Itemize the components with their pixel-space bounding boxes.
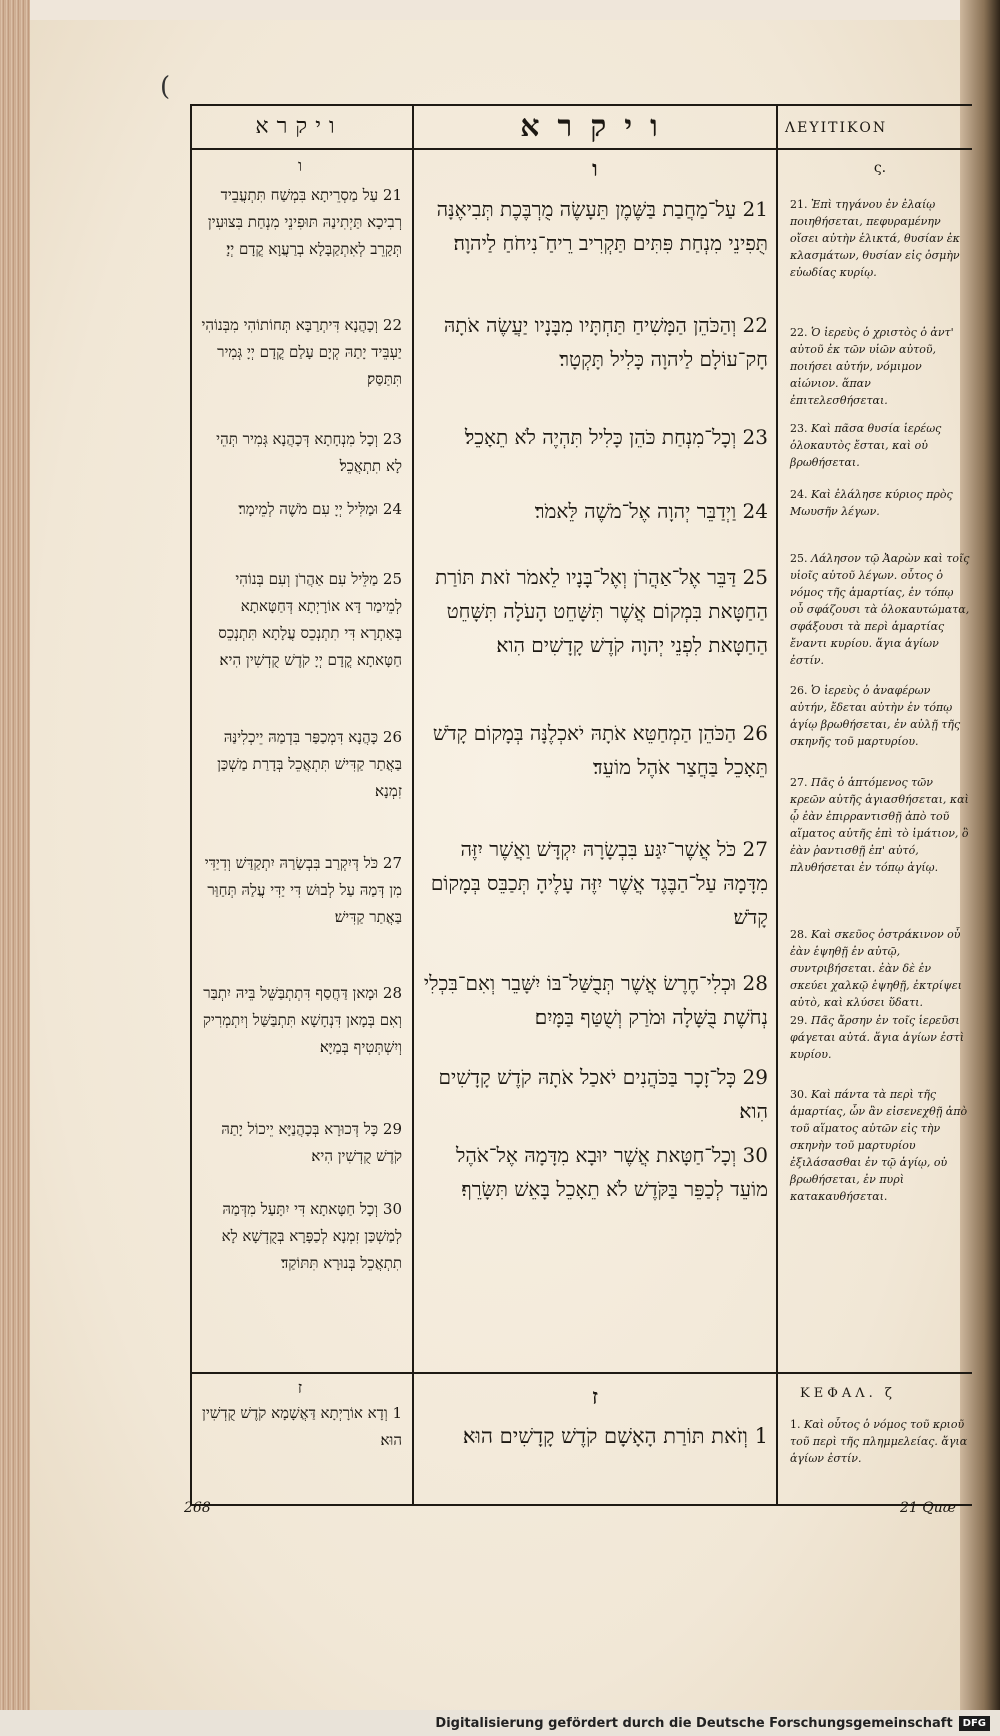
greek-verse: [790, 486, 970, 542]
hebrew-verse: [422, 966, 768, 1054]
column-divider-right: [776, 104, 778, 1504]
verse-text: וְזֹאת תּוֹרַת הָאָשָׁם קֹדֶשׁ קָדָשִׁים הוּא׃: [462, 1424, 748, 1448]
column-divider-left: [412, 104, 414, 1504]
verse-text: וְכָל חַטָּאתָא דִּי יִתָּעַל מִדְּמַהּ לְמַשְׁכַּן זִמְנָא לְכַפָּרָא בְּקֻדְשָׁא לָא תִתְאֲכֵל בְּנוּרָא תִּתּוֹקַד׃: [221, 1200, 402, 1272]
verse-text: Καὶ οὗτος ὁ νόμος τοῦ κριοῦ τοῦ περὶ τῆς πλημμελείας. ἅγια ἁγίων ἐστίν.: [790, 1418, 968, 1465]
verse-number: 22: [742, 313, 768, 337]
verse-text: Καὶ σκεῦος ὀστράκινον οὗ ἐὰν ἑψηθῇ ἐν αὐτῷ, συντριβήσεται. ἐὰν δὲ ἐν σκεύει χαλκῷ ἑψηθῇ, ἐκτρίψει αὐτὸ, καὶ κλύσει ὕδατι.: [790, 928, 962, 1009]
verse-number: 26.: [790, 684, 808, 697]
book-left-page-edge: [0, 0, 30, 1736]
verse-text: Πᾶς ἄρσην ἐν τοῖς ἱερεῦσι φάγεται αὐτά. ἅγια ἁγίων ἐστὶ κυρίου.: [790, 1014, 965, 1061]
header-greek: ΛΕΥΙΤΙΚΟΝ: [785, 120, 888, 136]
verse-text: Καὶ ἐλάλησε κύριος πρὸς Μωυσῆν λέγων.: [790, 488, 953, 518]
greek-verse: [790, 196, 970, 316]
verse-number: 29: [742, 1065, 768, 1089]
verse-number: 27.: [790, 776, 808, 789]
verse-number: 21: [382, 186, 402, 204]
chapter-7-number-center: ז: [591, 1384, 599, 1410]
verse-text: וּכְלִי־חֶרֶשׂ אֲשֶׁר תְּבֻשַּׁל־בּוֹ יִשָּׁבֵר וְאִם־בִּכְלִי נְחֹשֶׁת בֻּשָּׁלָה וּמֹרַק וְשֻׁטַּף בַּמָּיִם׃: [423, 971, 768, 1029]
septuagint-column: [790, 196, 970, 1204]
targum-verse: [198, 566, 402, 706]
verse-text: כֹּל דְּיִקְרַב בִּבְשַׂרַהּ יִתְקַדַּשׁ וְדִיַדִּי מִן דְּמַהּ עַל לְבוּשׁ דִּי יַדִּי עֲלַהּ תְּחַוַּר בַּאֲתַר קַדִּישׁ׃: [204, 854, 402, 926]
catchword: 21 Quæ: [900, 1500, 956, 1516]
verse-number: 1: [392, 1404, 402, 1422]
targum-verse: [198, 426, 402, 478]
header-targum: ויקרא: [255, 114, 343, 139]
chapter-7-number-left: ז: [297, 1378, 303, 1397]
verse-text: דַּבֵּר אֶל־אַהֲרֹן וְאֶל־בָּנָיו לֵאמֹר זֹאת תּוֹרַת הַחַטָּאת בִּמְקוֹם אֲשֶׁר תִּשָּׁחֵט הָעֹלָה תִּשָּׁחֵט הַחַטָּאת לִפְנֵי יְהוָה קֹדֶשׁ קָדָשִׁים הִוא׃: [435, 565, 768, 657]
targum-verse: [198, 182, 402, 294]
verse-text: וְדָא אוֹרָיְתָא דַּאֲשָׁמָא קֹדֶשׁ קֻדְשִׁין הוּא׃: [202, 1404, 402, 1449]
verse-text: כָּהֲנָא דִּמְכַפַּר בִּדְמַהּ יֵיכְלִינַּהּ בַּאֲתַר קַדִּישׁ תִּתְאֲכֵל בְּדָרַת מַשְׁכַּן זִמְנָא׃: [217, 728, 402, 800]
hebrew-verse: [422, 494, 768, 554]
targum-verse: [198, 980, 402, 1098]
hebrew-verse: [422, 308, 768, 414]
header-rule: [190, 148, 972, 150]
verse-number: 27: [742, 837, 768, 861]
verse-number: 22.: [790, 326, 808, 339]
verse-number: 29: [382, 1120, 402, 1138]
hebrew-column: [422, 192, 768, 1248]
targum-verse: [198, 496, 402, 548]
verse-text: וְכָל־חַטָּאת אֲשֶׁר יוּבָא מִדָּמָהּ אֶל־אֹהֶל מוֹעֵד לְכַפֵּר בַּקֹּדֶשׁ לֹא תֵאָכֵל בָּאֵשׁ תִּשָּׂרֵף׃: [456, 1143, 768, 1201]
margin-mark: (: [160, 72, 171, 102]
hebrew-verse: [422, 1138, 768, 1242]
hebrew-verse: [422, 192, 768, 302]
targum-verse: [198, 1196, 402, 1306]
verse-text: כָּל דְּכוּרָא בְּכָהֲנַיָּא יֵיכוֹל יָתַהּ קֹדֶשׁ קֻדְשִׁין הִיא׃: [221, 1120, 402, 1165]
verse-text: כֹּל אֲשֶׁר־יִגַּע בִּבְשָׂרָהּ יִקְדָּשׁ וַאֲשֶׁר יִזֶּה מִדָּמָהּ עַל־הַבֶּגֶד אֲשֶׁר יִזֶּה עָלֶיהָ תְּכַבֵּס בְּמָקוֹם קָדֹשׁ׃: [430, 837, 768, 929]
verse-text: וְכָהֲנָא דִּיתְרַבָּא תְּחוֹתוֹהִי מִבְּנוֹהִי יַעְבֵּיד יָתַהּ קְיָם עָלַם קֳדָם יְיָ גְּמִיר תִּתַּסַּק׃: [201, 316, 402, 388]
hebrew-verse: [422, 832, 768, 960]
hebrew-verse: [422, 420, 768, 488]
greek-verse: [790, 1086, 970, 1203]
verse-number: 28: [382, 984, 402, 1002]
hebrew-verse: [422, 1060, 768, 1132]
verse-text: כָּל־זָכָר בַּכֹּהֲנִים יֹאכַל אֹתָהּ קֹדֶשׁ קָדָשִׁים הִוא׃: [438, 1065, 768, 1123]
verse-number: 23: [382, 430, 402, 448]
verse-number: 23: [742, 425, 768, 449]
funding-notice: Digitalisierung gefördert durch die Deutsche Forschungsgemeinschaft: [435, 1715, 953, 1731]
verse-text: וַיְדַבֵּר יְהוָה אֶל־מֹשֶׁה לֵּאמֹר׃: [534, 499, 737, 523]
greek-verse: [790, 550, 970, 674]
targum-verse: [198, 724, 402, 832]
hebrew-lower-verse: [422, 1418, 768, 1454]
verse-number: 24: [742, 499, 768, 523]
verse-text: וְכָל־מִנְחַת כֹּהֵן כָּלִיל תִּהְיֶה לֹא תֵאָכֵל׃: [464, 425, 737, 449]
chapter-number-center: ו: [592, 156, 598, 182]
verse-text: וְהַכֹּהֵן הַמָּשִׁיחַ תַּחְתָּיו מִבָּנָיו יַעֲשֶׂה אֹתָהּ חָק־עוֹלָם לַיהוָה כָּלִיל תָּקְטָר׃: [443, 313, 768, 371]
verse-text: Λάλησον τῷ Ἀαρὼν καὶ τοῖς υἱοῖς αὐτοῦ λέγων. οὗτος ὁ νόμος τῆς ἁμαρτίας, ἐν τόπῳ οὗ σφάζουσι τὰ ὁλοκαυτώματα, σφάξουσι τὰ περὶ ἁμαρτίας ἔναντι κυρίου. ἅγια ἁγίων ἐστίν.: [790, 552, 970, 667]
greek-verse: [790, 926, 970, 1009]
verse-text: Ἐπὶ τηγάνου ἐν ἐλαίῳ ποιηθήσεται, πεφυραμένην οἴσει αὐτὴν ἑλικτά, θυσίαν ἐκ κλασμάτων, θυσίαν εἰς ὀσμὴν εὐωδίας κυρίῳ.: [790, 198, 960, 279]
targum-verse: [198, 1116, 402, 1178]
verse-number: 29.: [790, 1014, 808, 1027]
verse-number: 27: [382, 854, 402, 872]
greek-verse: [790, 324, 970, 412]
verse-text: עַל מַסְרֵיתָא בִּמְשַׁח תִּתְעֲבֵיד רְבִיכָא תַּיְתִינַהּ תּוּפִינֵי מִנְחַת בִּצוּעִין תְּקָרֵב לְאִתְקַבָּלָא בְרַעֲוָא קֳדָם יְיָ׃: [207, 186, 402, 258]
verse-number: 21: [742, 197, 768, 221]
verse-text: Καὶ πάντα τὰ περὶ τῆς ἁμαρτίας, ὧν ἂν εἰσενεχθῇ ἀπὸ τοῦ αἵματος αὐτῶν εἰς τὴν σκηνὴν τοῦ μαρτυρίου ἐξιλάσασθαι ἐν τῷ ἁγίῳ, οὐ βρωθήσεται, ἐν πυρὶ κατακαυθήσεται.: [790, 1088, 968, 1203]
verse-number: 1.: [790, 1418, 801, 1431]
verse-number: 28: [742, 971, 768, 995]
targum-lower-verse: [198, 1400, 402, 1454]
hebrew-verse: [422, 560, 768, 710]
verse-text: וּמָאן דַּחֲסַף דִּתְתְבַּשֵּׁל בֵּיהּ יִתְבַּר וְאִם בְּמָאן דִּנְחָשָׁא תִּתְבַּשַּׁל וְיִתְמְרִיק וְיִשְׁתְּטִיף בְּמַיָּא׃: [202, 984, 402, 1056]
targum-verse: [198, 312, 402, 408]
verse-number: 26: [742, 721, 768, 745]
verse-number: 28.: [790, 928, 808, 941]
verse-text: עַל־מַחֲבַת בַּשֶּׁמֶן תֵּעָשֶׂה מֻרְבֶּכֶת תְּבִיאֶנָּה תֻּפִינֵי מִנְחַת פִּתִּים תַּקְרִיב רֵיחַ־נִיחֹחַ לַיהוָה׃: [436, 197, 768, 255]
lower-section-rule: [190, 1372, 972, 1374]
verse-number: 25.: [790, 552, 808, 565]
header-hebrew: ויקרא: [520, 108, 676, 144]
verse-text: Καὶ πᾶσα θυσία ἱερέως ὁλοκαυτὸς ἔσται, καὶ οὐ βρωθήσεται.: [790, 422, 942, 469]
greek-verse: [790, 682, 970, 766]
verse-number: 24: [382, 500, 402, 518]
greek-verse: [790, 774, 970, 918]
hebrew-verse: [422, 716, 768, 826]
verse-text: הַכֹּהֵן הַמְחַטֵּא אֹתָהּ יֹאכְלֶנָּה בְּמָקוֹם קָדֹשׁ תֵּאָכֵל בַּחֲצַר אֹהֶל מוֹעֵד׃: [432, 721, 768, 779]
bottom-rule: [190, 1504, 972, 1506]
verse-number: 23.: [790, 422, 808, 435]
greek-verse: [790, 1012, 970, 1078]
verse-number: 21.: [790, 198, 808, 211]
verse-number: 30: [382, 1200, 402, 1218]
page-number: 268: [184, 1500, 211, 1516]
chapter-7-heading-greek: ΚΕΦΑΛ. ζ: [800, 1386, 896, 1401]
verse-text: Πᾶς ὁ ἁπτόμενος τῶν κρεῶν αὐτῆς ἁγιασθήσεται, καὶ ᾧ ἐὰν ἐπιρραντισθῇ ἀπὸ τοῦ αἵματος αὐτῆς ἐπὶ τὸ ἱμάτιον, ὃ ἐὰν ῥαντισθῇ ἐπ' αὐτό, πλυθήσεται ἐν τόπῳ ἁγίῳ.: [790, 776, 969, 874]
verse-number: 1: [754, 1424, 768, 1448]
greek-lower-verse: [790, 1416, 970, 1467]
verse-number: 26: [382, 728, 402, 746]
verse-number: 22: [382, 316, 402, 334]
verse-number: 25: [382, 570, 402, 588]
verse-text: מַלֵּיל עִם אַהֲרֹן וְעִם בְּנוֹהִי לְמֵימַר דָּא אוֹרָיְתָא דְּחַטָּאתָא בְּאַתְרָא דִּי תִתְנְכֵס עֲלָתָא תִּתְנְכֵס חַטָּאתָא קֳדָם יְיָ קֹדֶשׁ קֻדְשִׁין הִיא׃: [218, 570, 402, 669]
verse-text: וּמַלִּיל יְיָ עִם מֹשֶׁה לְמֵימָר׃: [238, 500, 379, 518]
dfg-logo: DFG: [959, 1716, 990, 1731]
frame-left: [190, 104, 192, 1504]
greek-verse: [790, 420, 970, 478]
verse-text: Ὁ ἱερεὺς ὁ χριστὸς ὁ ἀντ' αὐτοῦ ἐκ τῶν υἱῶν αὐτοῦ, ποιήσει αὐτήν, νόμιμον αἰώνιον. ἅπαν ἐπιτελεσθήσεται.: [790, 326, 954, 407]
verse-text: Ὁ ἱερεὺς ὁ ἀναφέρων αὐτήν, ἔδεται αὐτὴν ἐν τόπῳ ἁγίῳ βρωθήσεται, ἐν αὐλῇ τῆς σκηνῆς τοῦ μαρτυρίου.: [790, 684, 961, 748]
verse-number: 30.: [790, 1088, 808, 1101]
verse-number: 30: [742, 1143, 768, 1167]
verse-number: 24.: [790, 488, 808, 501]
verse-text: וְכָל מִנְחָתָא דְּכָהֲנָא גְּמִיר תְּהֵי לָא תִתְאֲכֵל׃: [216, 430, 402, 475]
targum-verse: [198, 850, 402, 962]
targum-column: [198, 182, 402, 1324]
verse-number: 25: [742, 565, 768, 589]
chapter-number-right: ς.: [873, 160, 887, 176]
chapter-number-left: ו: [297, 156, 303, 175]
digitization-footer: [0, 1710, 1000, 1736]
